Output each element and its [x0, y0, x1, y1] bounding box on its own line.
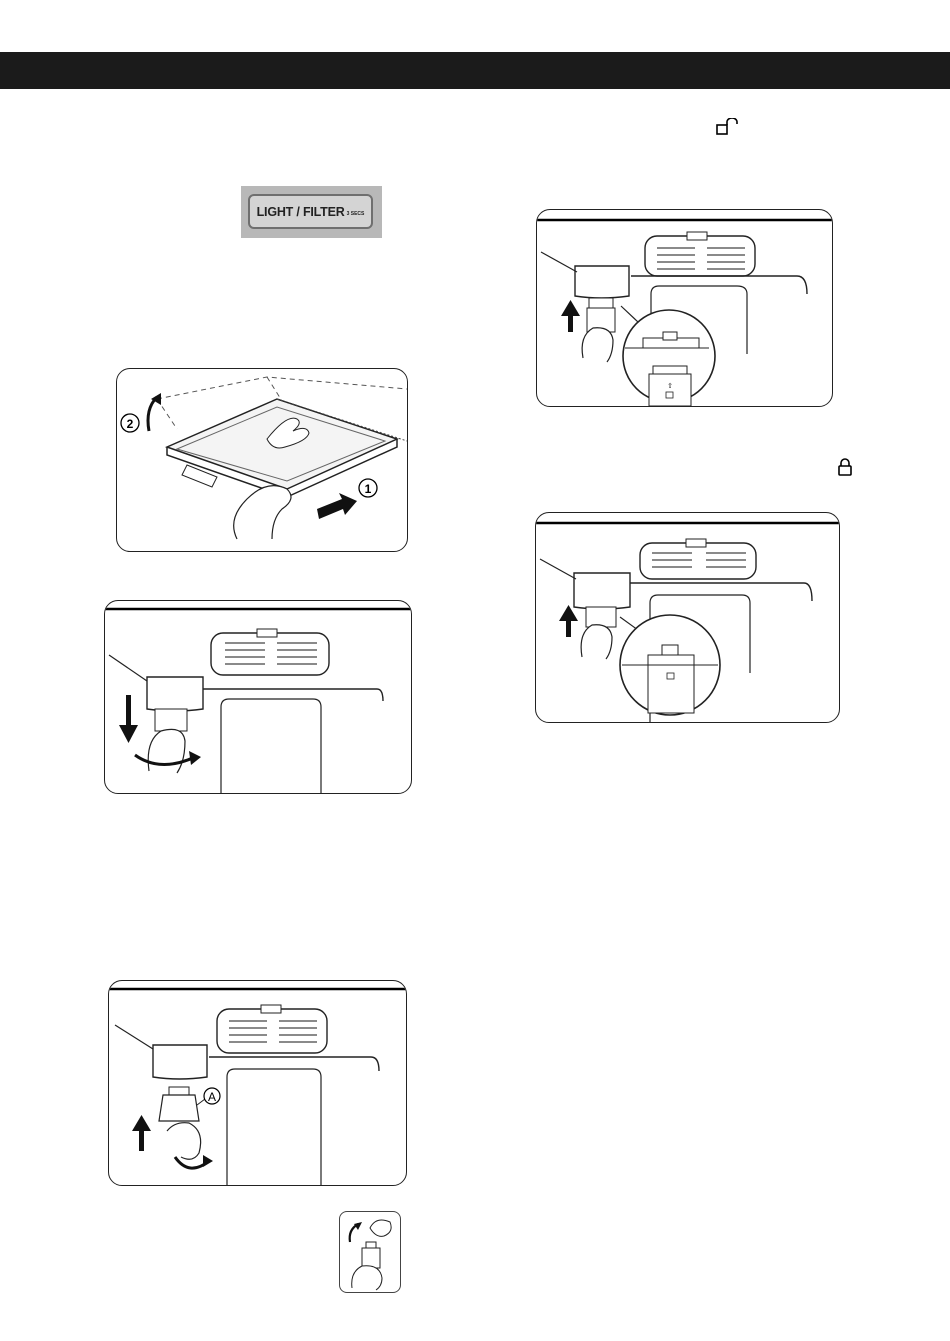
filter-insert-illustration — [108, 980, 407, 1186]
filter-locked-alignment-illustration — [535, 512, 840, 723]
light-filter-button-image — [241, 186, 382, 238]
svg-text:2: 2 — [126, 417, 134, 431]
light-filter-sublabel: 3 SECS — [346, 211, 365, 217]
filter-removal-illustration — [104, 600, 412, 794]
light-filter-label: LIGHT / FILTER — [256, 204, 345, 219]
filter-unlocked-alignment-illustration — [536, 209, 833, 407]
svg-text:1: 1 — [364, 482, 372, 496]
light-filter-button — [248, 194, 373, 229]
lock-icon — [837, 458, 853, 476]
callout-label-a: A — [207, 1090, 217, 1104]
header-bar — [0, 52, 950, 89]
svg-text:⇧: ⇧ — [667, 383, 673, 390]
remove-cap-illustration — [339, 1211, 401, 1293]
unlock-icon — [716, 118, 742, 136]
shelf-removal-illustration — [116, 368, 408, 552]
